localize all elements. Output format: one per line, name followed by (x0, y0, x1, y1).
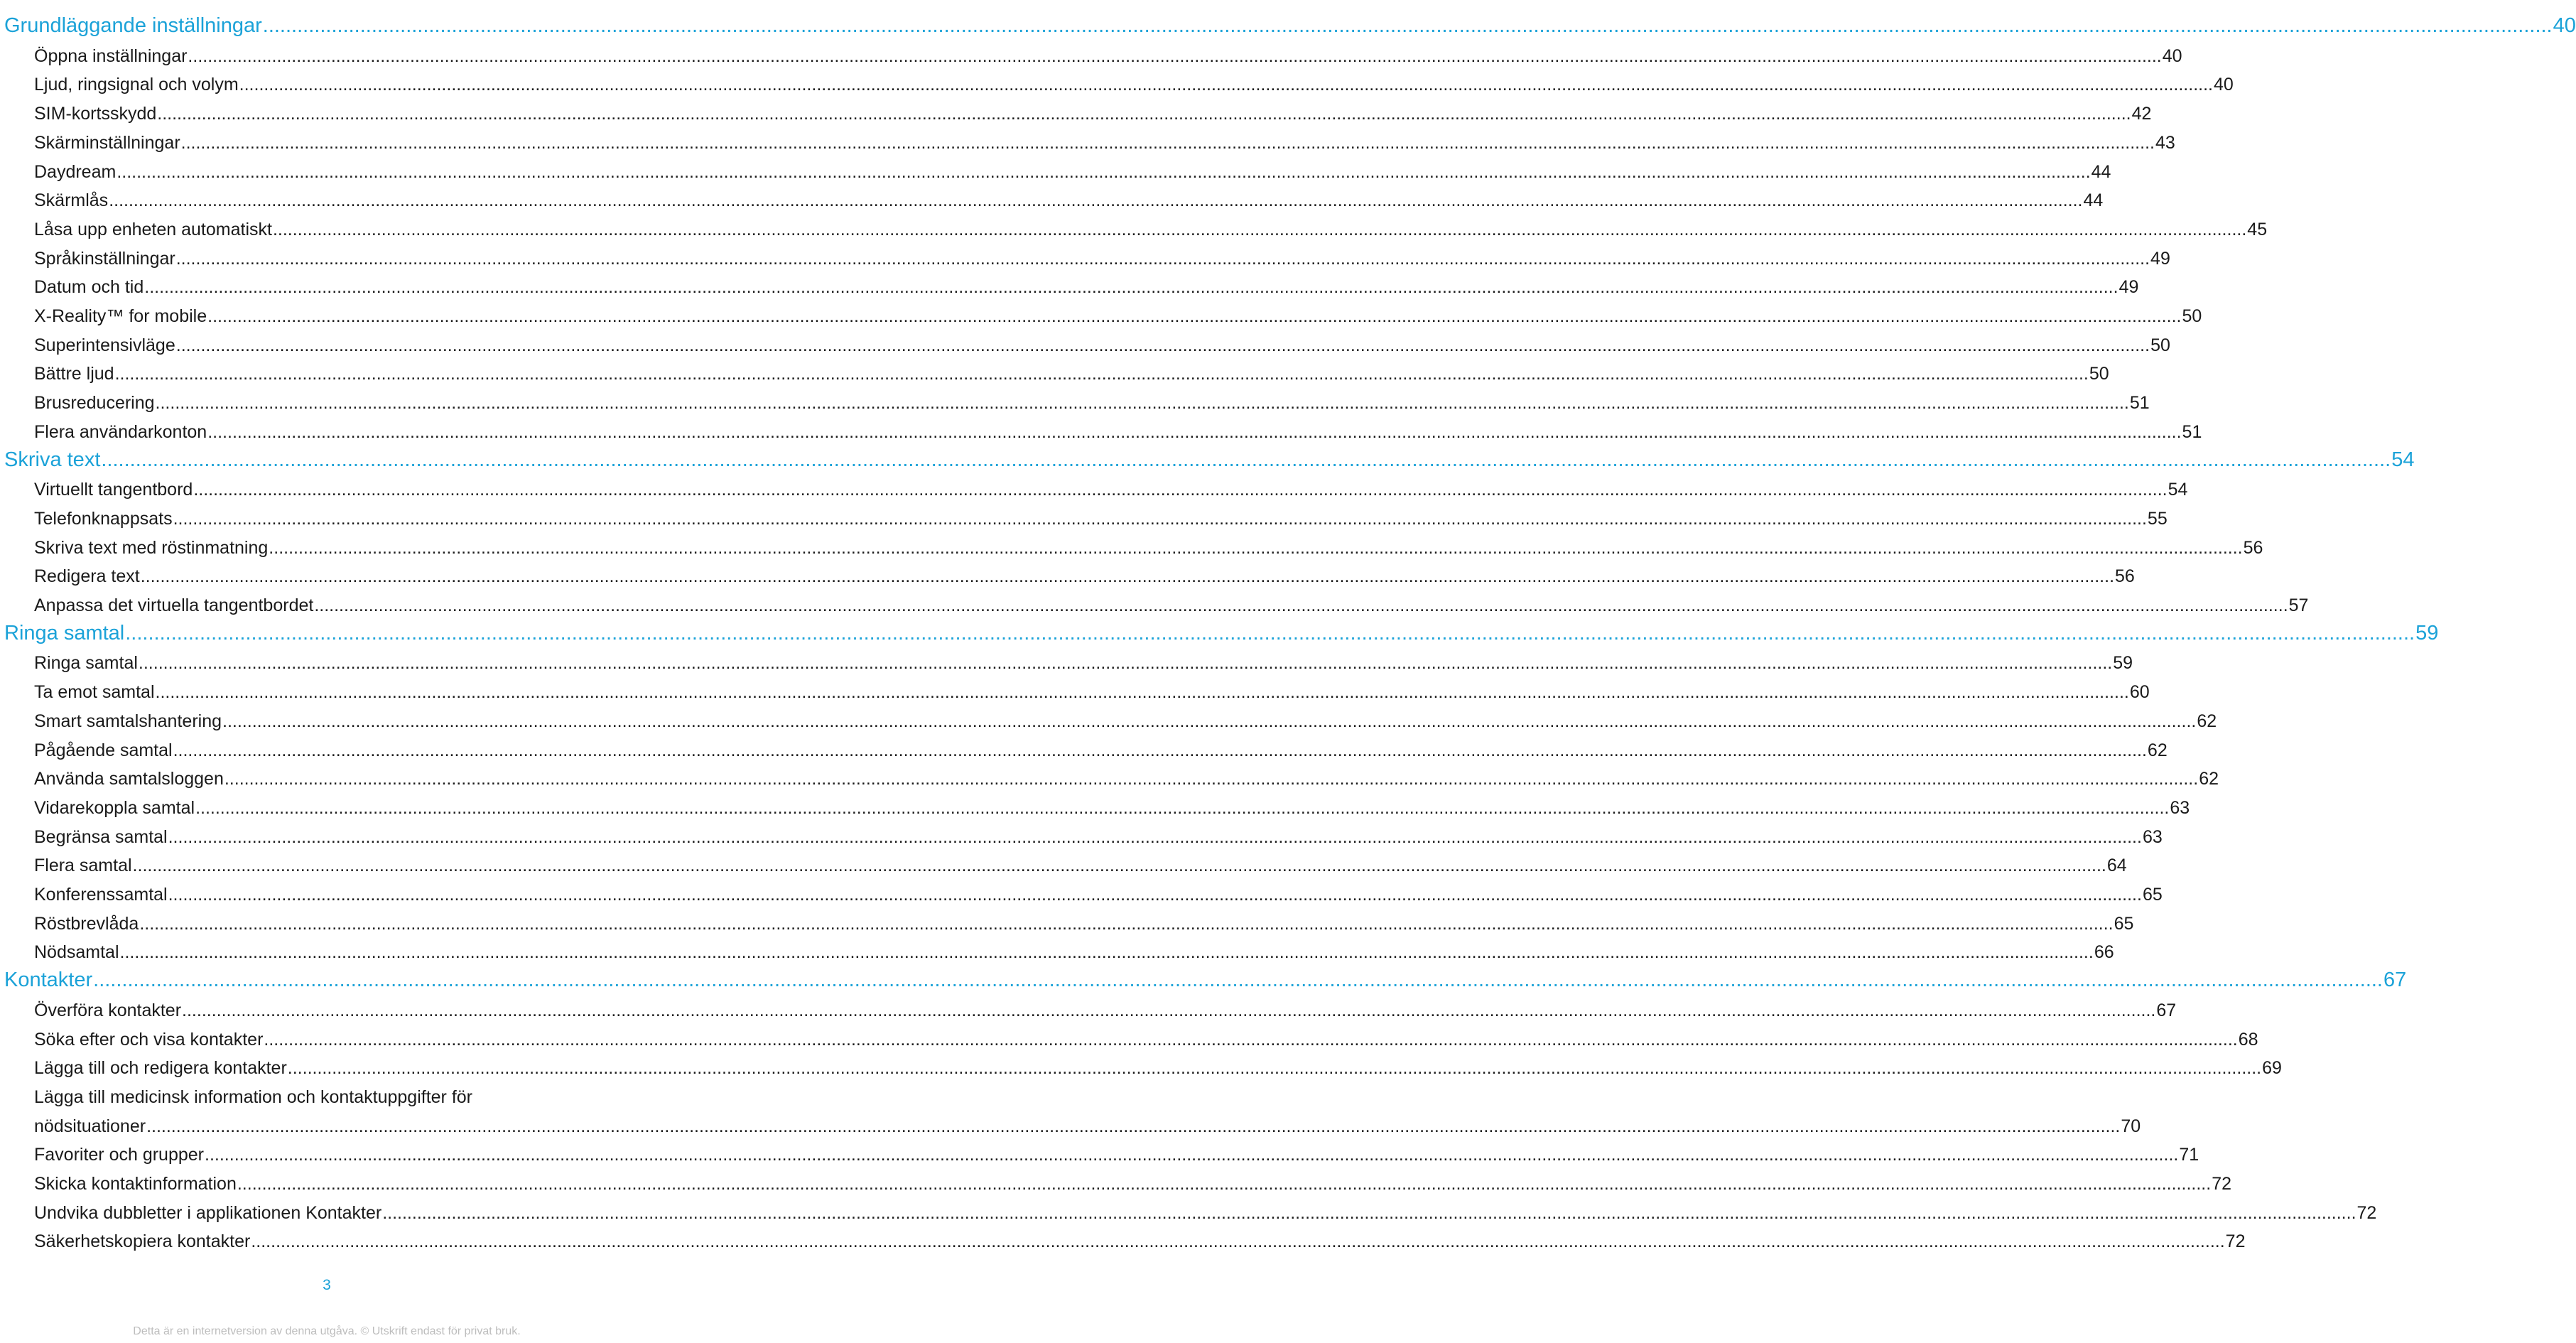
toc-entry-title: Pågående samtal (34, 740, 173, 760)
toc-entry[interactable] (34, 885, 2163, 905)
toc-leader-dots: ................................................................................................................................................................................................................................................................................................................................................................................................................ (173, 740, 2147, 760)
toc-entry-title: Röstbrevlåda (34, 913, 139, 934)
toc-entry-page: 44 (2091, 161, 2111, 182)
toc-entry-title: Språkinställningar (34, 248, 175, 269)
toc-leader-dots: ................................................................................................................................................................................................................................................................................................................................................................................................................ (138, 653, 2113, 674)
toc-entry-page: 71 (2179, 1145, 2199, 1165)
toc-entry[interactable] (34, 1058, 2282, 1079)
toc-entry-page: 68 (2238, 1029, 2258, 1050)
toc-entry-page: 65 (2114, 913, 2134, 934)
toc-entry-title: Begränsa samtal (34, 826, 168, 847)
toc-leader-dots: ................................................................................................................................................................................................................................................................................................................................................................................................................ (287, 1058, 2262, 1079)
toc-entry-page: 60 (2129, 682, 2150, 703)
toc-entry-page: 50 (2150, 335, 2170, 355)
toc-entry-title: Nödsamtal (34, 942, 119, 963)
toc-leader-dots: ................................................................................................................................................................................................................................................................................................................................................................................................................ (239, 75, 2213, 95)
toc-entry-title: Söka efter och visa kontakter (34, 1029, 264, 1050)
toc-entry[interactable] (34, 393, 2150, 414)
toc-entry-page: 54 (2391, 448, 2415, 471)
toc-entry-page: 50 (2089, 364, 2109, 384)
toc-leader-dots: ................................................................................................................................................................................................................................................................................................................................................................................................................ (224, 769, 2199, 789)
toc-leader-dots: ................................................................................................................................................................................................................................................................................................................................................................................................................ (168, 826, 2142, 847)
toc-leader-dots: ................................................................................................................................................................................................................................................................................................................................................................................................................ (382, 1202, 2356, 1223)
page-number: 3 (323, 1277, 331, 1293)
toc-entry-first-line[interactable]: Lägga till medicinsk information och kontaktuppgifter för (34, 1086, 472, 1107)
toc-entry-page: 50 (2182, 306, 2202, 326)
toc-entry[interactable] (34, 364, 2109, 384)
toc-entry-title: Skärmlås (34, 190, 109, 211)
toc-entry-title: Datum och tid (34, 277, 144, 298)
toc-entry-title: Konferenssamtal (34, 885, 168, 905)
toc-entry[interactable] (34, 711, 2217, 732)
toc-leader-dots: ................................................................................................................................................................................................................................................................................................................................................................................................................ (119, 942, 2094, 963)
toc-section-entry[interactable] (4, 14, 2576, 38)
toc-entry[interactable] (34, 856, 2127, 876)
toc-entry[interactable] (34, 335, 2170, 356)
toc-entry-title: Kontakter (4, 969, 93, 992)
toc-entry[interactable] (34, 190, 2104, 211)
toc-entry[interactable] (34, 480, 2188, 500)
toc-entry-page: 62 (2197, 711, 2217, 731)
toc-leader-dots: ................................................................................................................................................................................................................................................................................................................................................................................................................ (132, 856, 2106, 876)
toc-entry[interactable] (34, 682, 2150, 703)
toc-entry-title: Ringa samtal (4, 621, 125, 644)
toc-entry-title: Daydream (34, 161, 117, 182)
toc-leader-dots: ................................................................................................................................................................................................................................................................................................................................................................................................................ (117, 161, 2091, 182)
toc-entry-title: SIM-kortsskydd (34, 104, 157, 124)
toc-entry-title: Ringa samtal (34, 653, 138, 674)
toc-entry[interactable] (34, 1000, 2177, 1021)
toc-leader-dots: ................................................................................................................................................................................................................................................................................................................................................................................................................ (109, 190, 2083, 211)
toc-entry-title: Virtuellt tangentbord (34, 480, 193, 500)
toc-entry-page: 67 (2383, 969, 2407, 992)
toc-entry[interactable] (34, 45, 2182, 67)
toc-entry[interactable] (34, 248, 2170, 269)
toc-leader-dots: ................................................................................................................................................................................................................................................................................................................................................................................................................ (205, 1145, 2179, 1165)
toc-entry-title: Telefonknappsats (34, 508, 173, 529)
toc-leader-dots: ................................................................................................................................................................................................................................................................................................................................................................................................................ (180, 132, 2155, 153)
toc-leader-dots: ................................................................................................................................................................................................................................................................................................................................................................................................................ (140, 566, 2115, 587)
toc-entry[interactable] (34, 219, 2268, 240)
toc-entry-page: 62 (2199, 769, 2219, 789)
toc-leader-dots: ................................................................................................................................................................................................................................................................................................................................................................................................................ (139, 913, 2114, 934)
toc-leader-dots: ................................................................................................................................................................................................................................................................................................................................................................................................................ (237, 1174, 2212, 1194)
toc-leader-dots: ................................................................................................................................................................................................................................................................................................................................................................................................................ (188, 45, 2162, 66)
toc-entry-title: Skriva text (4, 448, 101, 471)
toc-entry[interactable] (34, 740, 2168, 761)
toc-entry[interactable] (34, 595, 2309, 616)
toc-entry-page: 72 (2212, 1174, 2231, 1194)
toc-entry-page: 65 (2142, 885, 2163, 905)
toc-leader-dots: ................................................................................................................................................................................................................................................................................................................................................................................................................ (114, 364, 2089, 384)
toc-leader-dots: ................................................................................................................................................................................................................................................................................................................................................................................................................ (93, 969, 2383, 992)
toc-entry[interactable] (34, 1029, 2258, 1050)
toc-leader-dots: ................................................................................................................................................................................................................................................................................................................................................................................................................ (222, 711, 2197, 731)
toc-entry[interactable] (34, 277, 2139, 298)
toc-entry-title: Skicka kontaktinformation (34, 1174, 237, 1194)
toc-entry-page: 43 (2155, 132, 2175, 153)
toc-entry[interactable] (34, 75, 2234, 95)
toc-entry[interactable] (34, 1231, 2246, 1252)
toc-leader-dots: ................................................................................................................................................................................................................................................................................................................................................................................................................ (195, 797, 2170, 818)
toc-leader-dots: ................................................................................................................................................................................................................................................................................................................................................................................................................ (157, 104, 2131, 124)
toc-leader-dots: ................................................................................................................................................................................................................................................................................................................................................................................................................ (314, 595, 2288, 615)
toc-entry-page: 49 (2150, 248, 2170, 269)
toc-leader-dots: ................................................................................................................................................................................................................................................................................................................................................................................................................ (125, 621, 2415, 644)
toc-entry-page: 63 (2142, 826, 2163, 847)
toc-entry-page: 62 (2147, 740, 2168, 760)
toc-leader-dots: ................................................................................................................................................................................................................................................................................................................................................................................................................ (173, 508, 2147, 529)
toc-entry-page: 72 (2356, 1202, 2377, 1223)
toc-entry-page: 66 (2094, 942, 2114, 963)
toc-leader-dots: ................................................................................................................................................................................................................................................................................................................................................................................................................ (168, 885, 2142, 905)
toc-entry[interactable] (34, 653, 2133, 674)
toc-entry-title: Ljud, ringsignal och volym (34, 75, 239, 95)
toc-section-entry[interactable] (4, 969, 2407, 992)
toc-entry-page: 56 (2115, 566, 2135, 587)
toc-leader-dots: ................................................................................................................................................................................................................................................................................................................................................................................................................ (155, 682, 2129, 703)
toc-entry-title: Överföra kontakter (34, 1000, 182, 1020)
toc-entry[interactable] (34, 797, 2190, 819)
toc-entry[interactable] (34, 306, 2202, 327)
toc-entry-title: Undvika dubbletter i applikationen Kontakter (34, 1202, 382, 1223)
toc-entry-title: Öppna inställningar (34, 45, 188, 66)
toc-entry-page: 51 (2182, 421, 2202, 442)
toc-leader-dots: ................................................................................................................................................................................................................................................................................................................................................................................................................ (175, 335, 2150, 355)
toc-entry-page: 59 (2415, 621, 2439, 644)
toc-leader-dots: ................................................................................................................................................................................................................................................................................................................................................................................................................ (155, 393, 2129, 414)
toc-entry-title: Redigera text (34, 566, 140, 587)
toc-section-entry[interactable] (4, 621, 2439, 645)
toc-entry-page: 63 (2170, 797, 2190, 818)
toc-entry-title: nödsituationer (34, 1116, 146, 1136)
footer-notice: Detta är en internetversion av denna utgåva. © Utskrift endast för privat bruk. (133, 1325, 521, 1337)
toc-entry[interactable] (34, 913, 2134, 934)
toc-leader-dots: ................................................................................................................................................................................................................................................................................................................................................................................................................ (262, 14, 2553, 37)
toc-leader-dots: ................................................................................................................................................................................................................................................................................................................................................................................................................ (182, 1000, 2156, 1020)
toc-entry[interactable] (34, 942, 2114, 963)
toc-entry[interactable] (34, 132, 2175, 153)
toc-leader-dots: ................................................................................................................................................................................................................................................................................................................................................................................................................ (146, 1116, 2121, 1136)
toc-entry-title: Brusreducering (34, 393, 155, 414)
toc-leader-dots: ................................................................................................................................................................................................................................................................................................................................................................................................................ (144, 277, 2118, 298)
toc-entry-title: Anpassa det virtuella tangentbordet (34, 595, 314, 615)
toc-entry-page: 54 (2168, 480, 2188, 500)
toc-entry-title: Låsa upp enheten automatiskt (34, 219, 272, 239)
toc-entry[interactable] (34, 421, 2202, 443)
toc-entry-page: 40 (2162, 45, 2182, 66)
toc-entry-page: 45 (2247, 219, 2268, 239)
toc-entry[interactable] (34, 826, 2163, 848)
toc-entry-title: Superintensivläge (34, 335, 175, 355)
toc-entry-title: Ta emot samtal (34, 682, 155, 703)
toc-entry-page: 70 (2121, 1116, 2141, 1136)
toc-entry-page: 69 (2262, 1058, 2282, 1079)
toc-leader-dots: ................................................................................................................................................................................................................................................................................................................................................................................................................ (269, 537, 2243, 558)
toc-entry-title: Flera samtal (34, 856, 132, 876)
toc-entry-title: Lägga till och redigera kontakter (34, 1058, 287, 1079)
toc-entry-page: 44 (2083, 190, 2104, 211)
toc-entry-page: 72 (2225, 1231, 2246, 1252)
toc-entry-page: 51 (2129, 393, 2150, 414)
toc-entry-page: 67 (2156, 1000, 2177, 1020)
toc-entry-title: Bättre ljud (34, 364, 114, 384)
toc-entry-page: 64 (2106, 856, 2127, 876)
toc-leader-dots: ................................................................................................................................................................................................................................................................................................................................................................................................................ (207, 306, 2182, 326)
toc-entry-title: Skriva text med röstinmatning (34, 537, 269, 558)
toc-leader-dots: ................................................................................................................................................................................................................................................................................................................................................................................................................ (175, 248, 2150, 269)
toc-leader-dots: ................................................................................................................................................................................................................................................................................................................................................................................................................ (251, 1231, 2225, 1252)
toc-entry-title: Smart samtalshantering (34, 711, 222, 731)
toc-entry[interactable] (34, 508, 2168, 529)
toc-entry-title: Grundläggande inställningar (4, 14, 262, 37)
toc-entry-page: 55 (2147, 508, 2168, 529)
toc-entry-title: Flera användarkonton (34, 421, 207, 442)
toc-entry-page: 57 (2288, 595, 2309, 615)
toc-entry[interactable] (34, 1116, 2141, 1137)
toc-entry[interactable] (34, 537, 2263, 559)
toc-entry-page: 42 (2131, 104, 2152, 124)
toc-leader-dots: ................................................................................................................................................................................................................................................................................................................................................................................................................ (193, 480, 2168, 500)
toc-entry[interactable] (34, 161, 2111, 183)
toc-entry-title: Favoriter och grupper (34, 1145, 205, 1165)
toc-leader-dots: ................................................................................................................................................................................................................................................................................................................................................................................................................ (272, 219, 2247, 239)
toc-entry-page: 40 (2553, 14, 2576, 37)
toc-entry[interactable] (34, 1202, 2377, 1224)
toc-entry-page: 59 (2113, 653, 2133, 674)
toc-entry[interactable] (34, 769, 2219, 789)
toc-entry-title: Skärminställningar (34, 132, 180, 153)
toc-entry[interactable] (34, 566, 2135, 587)
toc-entry[interactable] (34, 1145, 2199, 1165)
toc-leader-dots: ................................................................................................................................................................................................................................................................................................................................................................................................................ (207, 421, 2182, 442)
toc-entry-title: Vidarekoppla samtal (34, 797, 195, 818)
toc-entry-page: 56 (2243, 537, 2263, 558)
toc-entry[interactable] (34, 1174, 2231, 1194)
toc-section-entry[interactable] (4, 448, 2415, 472)
toc-entry-title: X-Reality™ for mobile (34, 306, 207, 326)
toc-leader-dots: ................................................................................................................................................................................................................................................................................................................................................................................................................ (264, 1029, 2238, 1050)
toc-entry-page: 40 (2213, 75, 2234, 95)
toc-leader-dots: ................................................................................................................................................................................................................................................................................................................................................................................................................ (101, 448, 2391, 471)
toc-entry[interactable] (34, 104, 2152, 124)
toc-entry-title: Använda samtalsloggen (34, 769, 224, 789)
toc-entry-title: Säkerhetskopiera kontakter (34, 1231, 251, 1252)
toc-entry-page: 49 (2118, 277, 2139, 298)
